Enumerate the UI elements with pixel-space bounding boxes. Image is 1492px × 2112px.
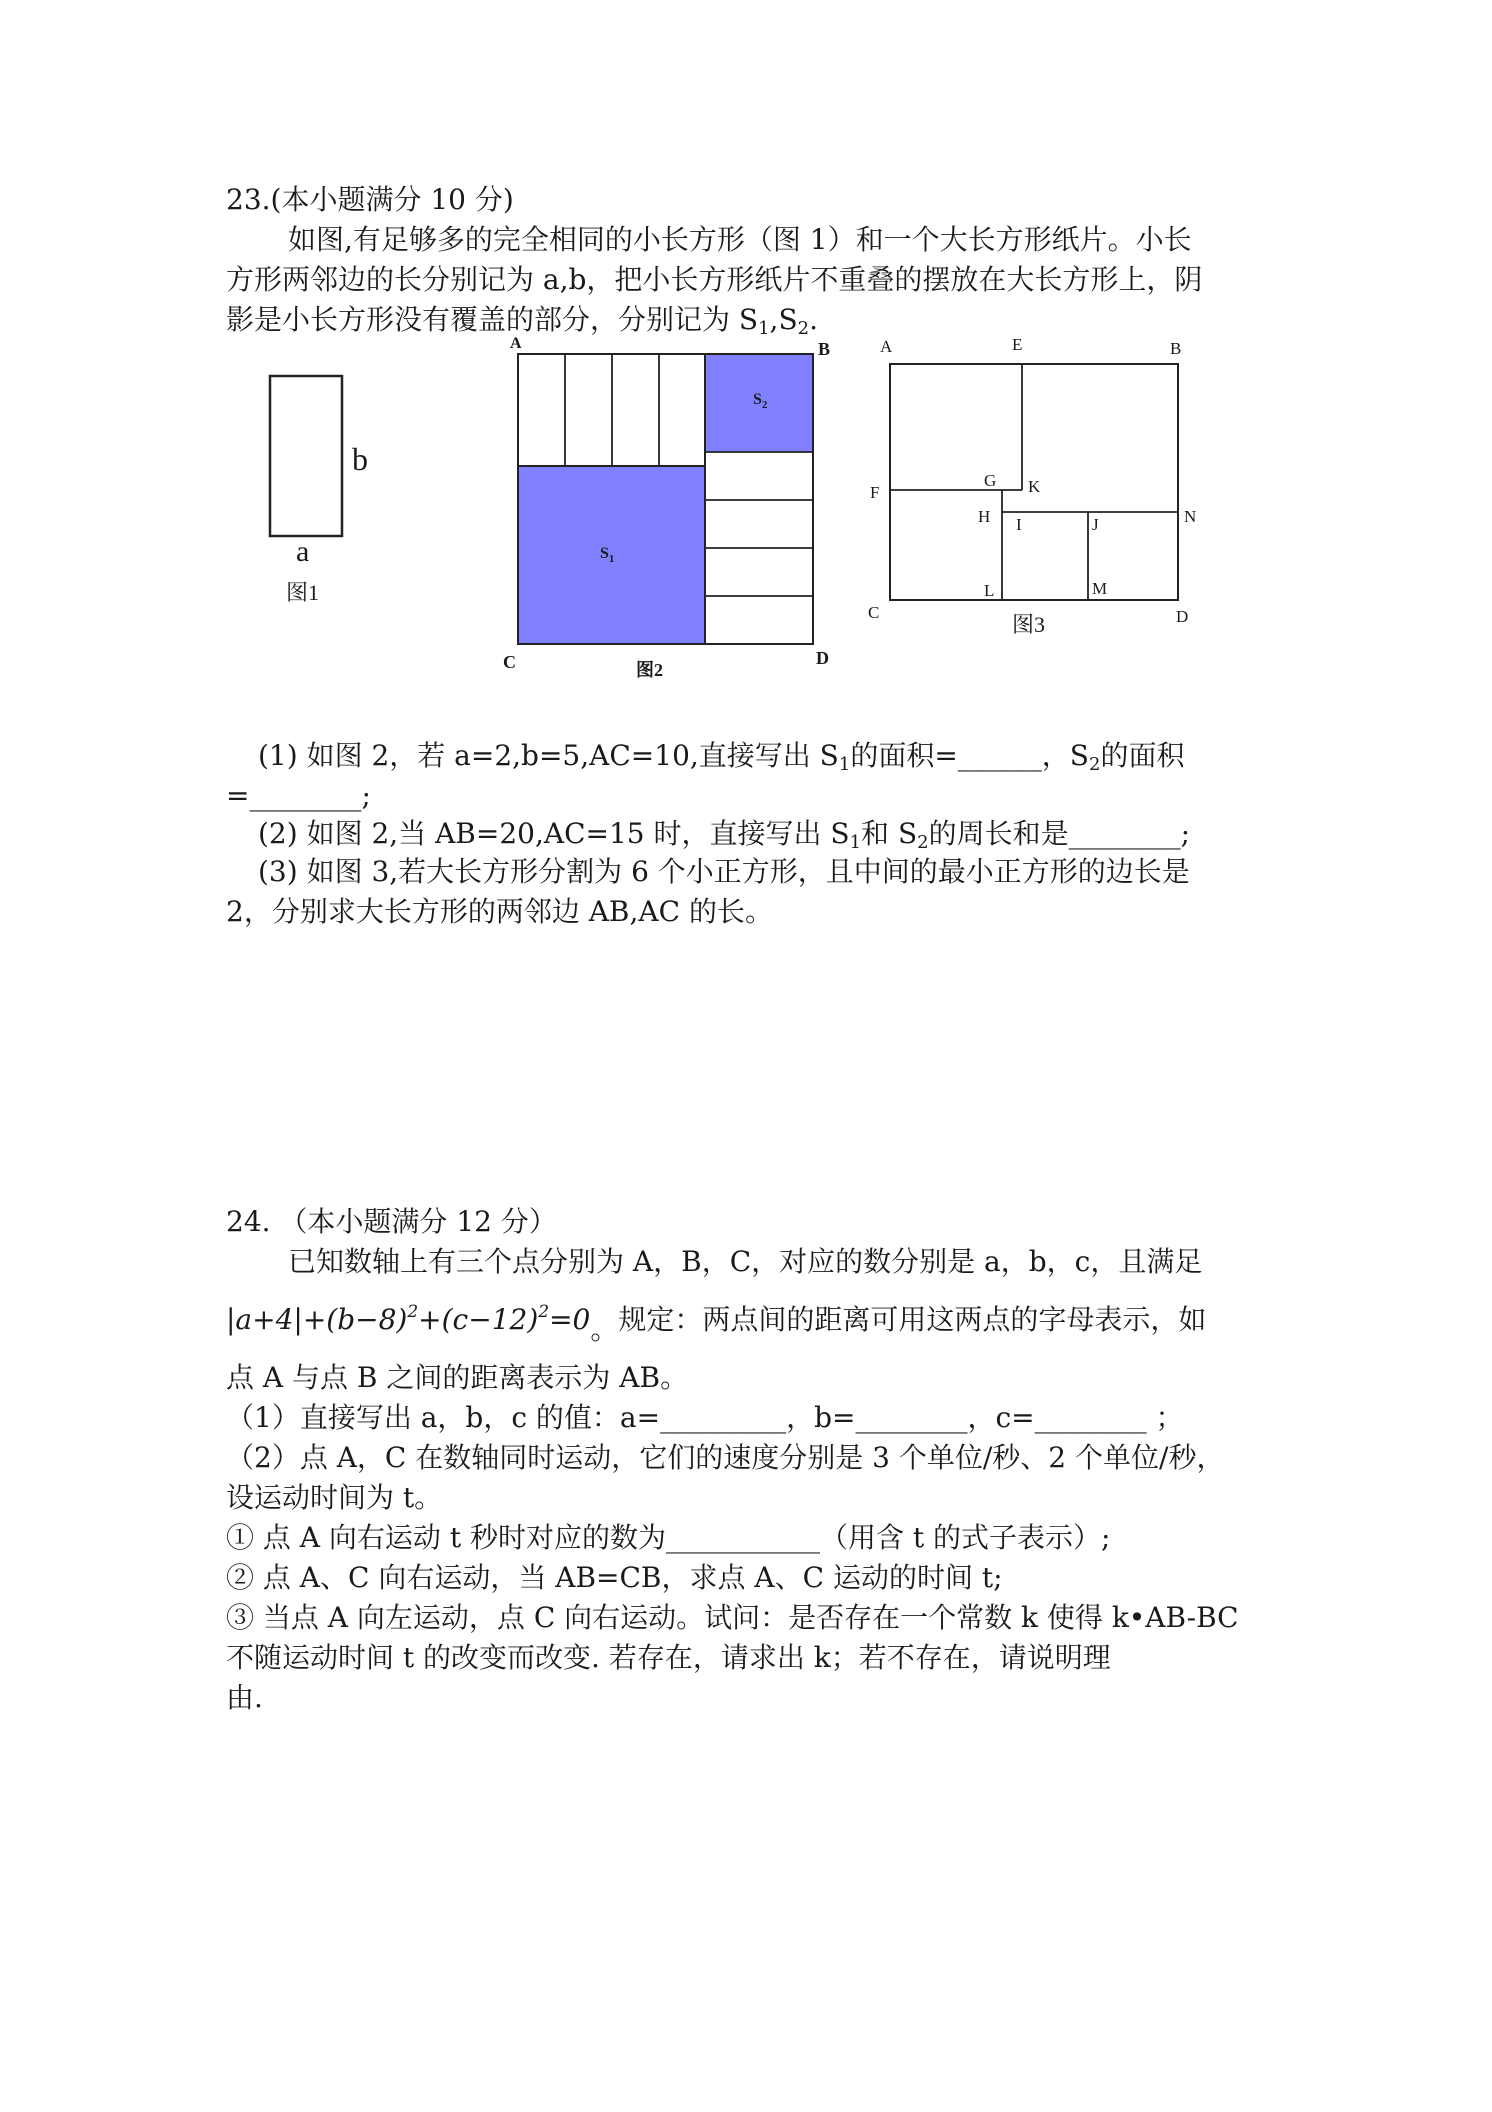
q24-item2: ② 点 A、C 向右运动，当 AB=CB，求点 A、C 运动的时间 t; (226, 1561, 1003, 1594)
region-subscript: 2 (761, 399, 768, 411)
q23-text: 的面积=______，S (850, 739, 1089, 772)
q24-equation-line (226, 1292, 1207, 1346)
figure-3 (868, 335, 1196, 637)
figure-1 (270, 376, 368, 605)
figure-3-caption: 图3 (1012, 612, 1046, 637)
q23-part3-line1: (3) 如图 3,若大长方形分割为 6 个小正方形，且中间的最小正方形的边长是 (258, 855, 1190, 888)
point-label-b: B (1170, 339, 1182, 358)
point-label-c: C (503, 652, 516, 672)
q23-text: 的周长和是________; (928, 817, 1191, 850)
point-label-g: G (984, 471, 997, 490)
q23-text: ,S (769, 303, 798, 336)
equation (226, 1303, 590, 1336)
point-label-c: C (868, 603, 880, 622)
q23-text: (1) 如图 2，若 a=2,b=5,AC=10,直接写出 S (258, 739, 839, 772)
q23-text: 影是小长方形没有覆盖的部分，分别记为 S (226, 303, 759, 336)
point-label-l: L (984, 581, 995, 600)
subscript: 2 (917, 832, 929, 853)
q24-paragraph-line3: 点 A 与点 B 之间的距离表示为 AB。 (226, 1361, 689, 1394)
q24-part1: （1）直接写出 a，b，c 的值：a=_________，b=________，c=________ ； (226, 1401, 1184, 1434)
superscript: 2 (407, 1302, 419, 1322)
q23-paragraph-line1: 如图,有足够多的完全相同的小长方形（图 1）和一个大长方形纸片。小长 (288, 223, 1192, 256)
point-label-d: D (816, 648, 829, 668)
q24-item1: ① 点 A 向右运动 t 秒时对应的数为___________（用含 t 的式子表示）; (226, 1521, 1111, 1554)
figure-2 (503, 335, 830, 680)
label-b: b (352, 441, 368, 477)
equation-part: =0 (549, 1303, 591, 1336)
q23-part1-line1 (258, 736, 1184, 785)
q24-item3-line3: 由. (226, 1681, 263, 1714)
point-label-a: A (510, 335, 522, 352)
q24-text: 规定：两点间的距离可用这两点的字母表示，如 (618, 1303, 1207, 1336)
subscript: 2 (1088, 754, 1101, 775)
point-label-b: B (818, 339, 831, 359)
point-label-d: D (1176, 607, 1189, 626)
q23-text: (2) 如图 2,当 AB=20,AC=15 时，直接写出 S (258, 817, 850, 850)
small-rectangle (270, 376, 342, 536)
q24-part2-line1: （2）点 A，C 在数轴同时运动，它们的速度分别是 3 个单位/秒、2 个单位/秒， (226, 1441, 1225, 1474)
q24-header: 24. （本小题满分 12 分） (226, 1205, 557, 1238)
q23-text: 和 S (861, 817, 918, 850)
q23-paragraph-line2: 方形两邻边的长分别记为 a,b，把小长方形纸片不重叠的摆放在大长方形上，阴 (226, 263, 1203, 296)
subscript: 1 (758, 318, 770, 339)
point-label-n: N (1184, 507, 1197, 526)
point-label-a: A (880, 337, 893, 356)
subscript: 1 (849, 832, 862, 853)
q23-text: . (809, 303, 818, 336)
point-label-m: M (1092, 579, 1108, 598)
q24-paragraph-line1: 已知数轴上有三个点分别为 A，B，C，对应的数分别是 a，b，c，且满足 (288, 1245, 1203, 1278)
subscript: 2 (797, 318, 810, 339)
q23-part3-line2: 2，分别求大长方形的两邻边 AB,AC 的长。 (226, 895, 773, 928)
q23-part1-line2: =________; (226, 779, 371, 812)
figure-2-caption: 图2 (636, 660, 663, 680)
q23-header: 23.(本小题满分 10 分) (226, 183, 514, 216)
q24-item3-line1: ③ 当点 A 向左运动，点 C 向右运动。试问：是否存在一个常数 k 使得 k•AB-BC (226, 1601, 1239, 1634)
point-label-e: E (1012, 335, 1023, 354)
point-label-i: I (1016, 515, 1022, 534)
point-label-f: F (870, 483, 880, 502)
equation-period: 。 (590, 1313, 619, 1346)
figure-1-caption: 图1 (286, 580, 320, 605)
subscript: 1 (838, 754, 851, 775)
region-letter: S (753, 391, 762, 408)
label-a: a (296, 535, 310, 568)
region-letter: S (600, 545, 609, 562)
equation-part: +(c−12) (418, 1303, 539, 1336)
q23-text: 的面积 (1100, 739, 1185, 772)
q24-part2-line2: 设运动时间为 t。 (226, 1481, 443, 1514)
point-label-h: H (978, 507, 991, 526)
equation-part: |a+4|+(b−8) (226, 1303, 408, 1336)
q24-item3-line2: 不随运动时间 t 的改变而改变. 若存在，请求出 k；若不存在，请说明理 (226, 1641, 1111, 1674)
point-label-k: K (1028, 477, 1041, 496)
region-subscript: 1 (608, 553, 615, 565)
q23-figures (0, 0, 1492, 700)
superscript: 2 (538, 1302, 550, 1322)
point-label-j: J (1092, 515, 1099, 534)
